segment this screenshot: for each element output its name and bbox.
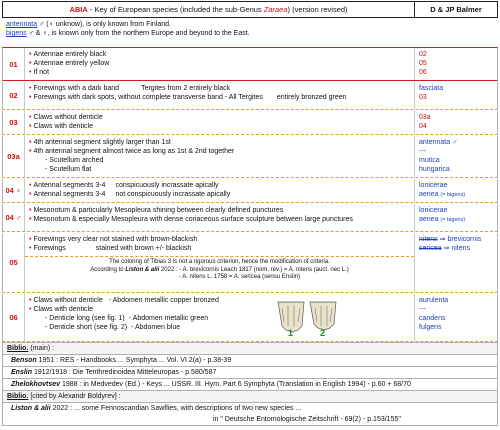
biblio-ref-liston-journal: in " Deutsche Entomologische Zeitschrift - 69(2) - p.153/155" <box>213 416 401 423</box>
biblio-ref-enslin: Enslin 1912/1918 : Die Tenthredinoidea Mitteleuropas - p.580/587 <box>3 366 497 378</box>
svg-text:2: 2 <box>320 328 326 338</box>
biblio-ref-liston: Liston & alii 2022 : ... some Fennoscandian Sawflies, with descriptions of two new species ... <box>3 402 497 414</box>
couplet-02: 02 • Forewings with a dark band Tergites from 2 entirely black • Forewings with dark spots, without complete transverse band - All Tergites entirely bronzed green fasciata 03 <box>2 82 498 110</box>
couplet-05: 05 • Forewings very clear not stained with brown-blackish • Forewings stained with brown +/- blackish The coloring of Tibias 3 is not a rigorous criterion, hence the modification of criteria. According to Liston & alii 2022 : - A. brevicornis Leach 1817 (nom. rev.) = A. nitens (auct. nec L.) - A. nitens L. 1758 = A. sericea (sensu Enslin) nitens ⇒ brevicornis sericea ⇒ nitens <box>2 233 498 293</box>
claw-figures <box>270 298 340 338</box>
biblio-ref-benson: Benson 1951 : RES - Handbooks ... Symphyta ... Vol. VI 2(a) - p.38-39 <box>3 354 497 366</box>
couplet-01: 01 • Antennae entirely black • Antennae entirely yellow • If not 02 05 06 <box>2 47 498 81</box>
couplet-04-male: 04 ♂ • Mesonotum & particularly Mesopleura shining between clearly defined punctures • Mesonotum & especially Mesopleura with dense coriaceous surface sculpture between large punctures lonicerae aenea (= bigens) <box>2 204 498 232</box>
claw-figure-1-icon <box>278 302 304 338</box>
intro: antennata ♂ (♀ unknow), is only known from Finland. bigens ♂ & ♀, is known only from the northern Europe and beyond to the East. <box>6 21 250 37</box>
couplet-03a: 03a • 4th antennal segment slightly larger than 1st • 4th antennal segment almost twice as long as 1st & 2nd together - Scutellum arched - Scutellum flat antennata ♂ --- mutica hungarica <box>2 136 498 178</box>
page-title: ABIA - Key of European species (included the sub-Genus Zaraea) (version revised) <box>3 2 415 17</box>
couplet-03: 03 • Claws without denticle • Claws with denticle 03a 04 <box>2 111 498 135</box>
couplet-04-female: 04 ♀ • Antennal segments 3-4 conspicuously incrassate apically • Antennal segments 3-4 not conspicuously incrassate apically lonicerae aenea (= bigens) <box>2 179 498 203</box>
biblio-ref-zhelokhovtsev: Zhelokhovtsev 1988 : in Medvedev (Ed.) - Keys ... USSR. III. Hym. Part 6 Symphyta (Translation in English 1994) - p.60 + 68/70 <box>3 378 497 390</box>
claw-figure-2-icon <box>310 302 336 338</box>
bibliography <box>2 342 498 426</box>
biblio-main-heading: Biblio. (main) : <box>3 342 497 354</box>
biblio-cited-heading: Biblio. [cited by Alexandr Boldyrev] : <box>3 390 497 402</box>
svg-text:1: 1 <box>288 328 294 338</box>
header <box>2 1 498 18</box>
couplet-06: 06 • Claws without denticle - Abdomen metallic copper bronzed • Claws with denticle - Denticle long (see fig. 1) - Abdomen metallic green - Denticle short (see fig. 2) - Abdomen blue 1 2 aurulenta --- candens fulgens <box>2 294 498 342</box>
authors: D & JP Balmer <box>430 5 482 14</box>
